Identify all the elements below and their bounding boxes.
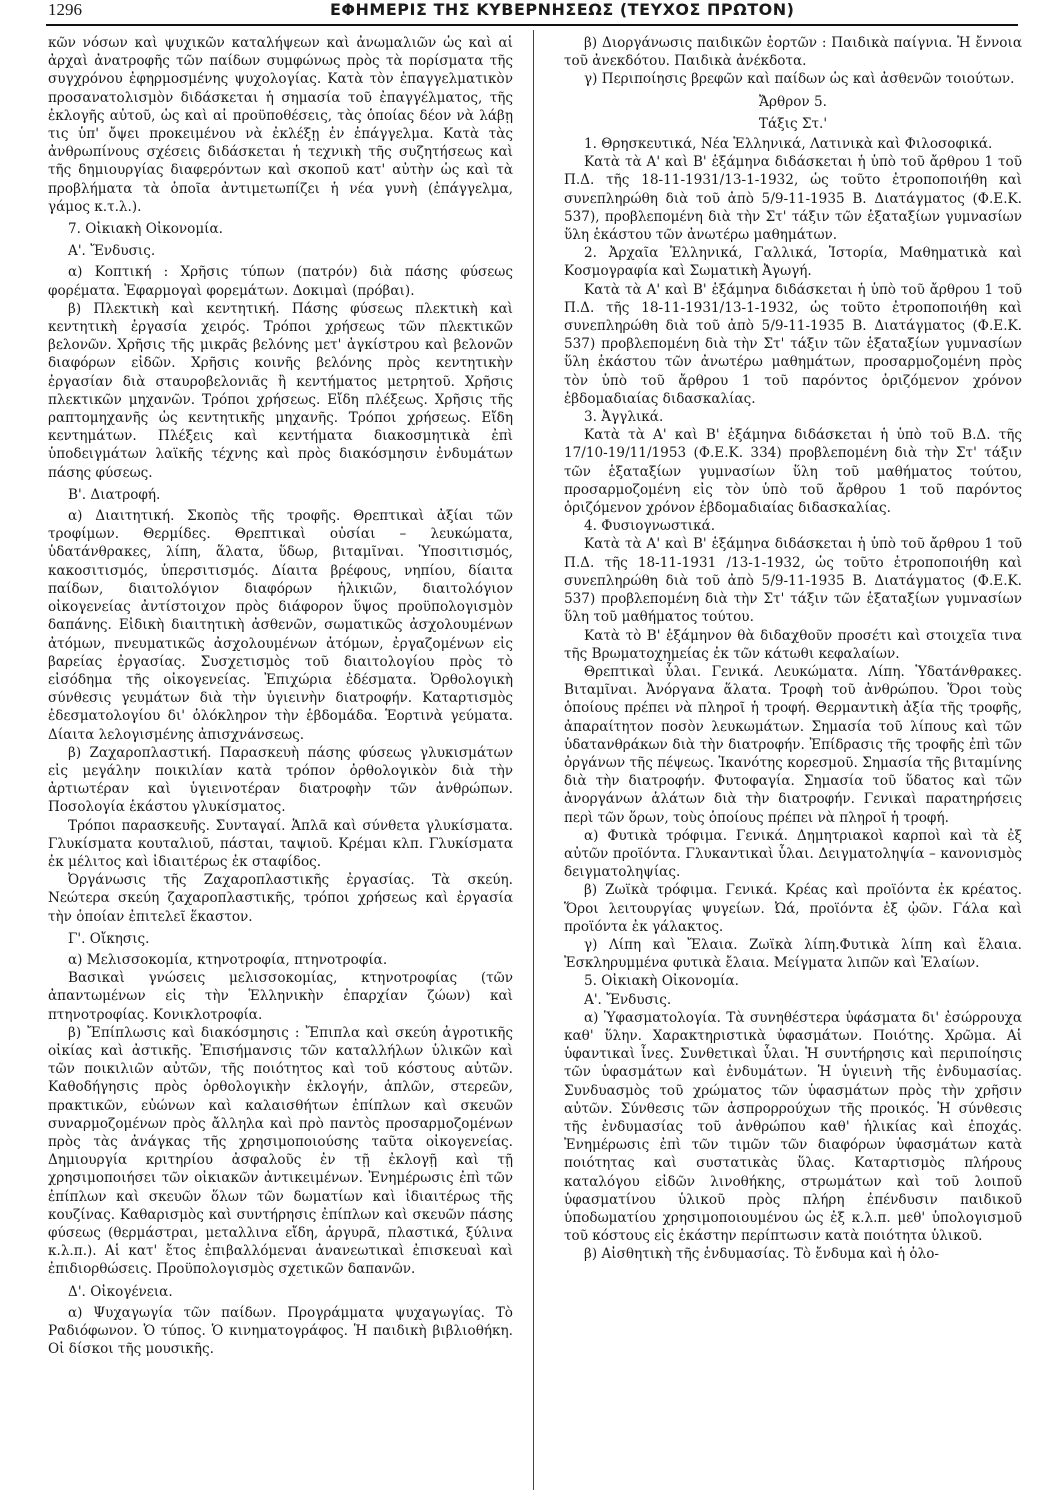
paragraph: γ) Περιποίησις βρεφῶν καὶ παίδων ὡς καὶ ἀσθενῶν τοιούτων.	[584, 71, 1015, 88]
paragraph: β) Ζωϊκὰ τρόφιμα. Γενικά. Κρέας καὶ προϊόντα ἐκ κρέατος. Ὅροι λειτουργίας ψυγείων. Ὠά, προϊόντα ἐξ ᾠῶν. Γάλα καὶ προϊόντα ἐκ γάλακτος.	[564, 882, 1022, 935]
paragraph: 1. Θρησκευτικά, Νέα Ἑλληνικά, Λατινικὰ καὶ Φιλοσοφικά.	[584, 136, 993, 153]
paragraph: 5. Οἰκιακὴ Οἰκονομία.	[584, 973, 740, 990]
section-heading: Γ'. Οἴκησις.	[68, 930, 150, 947]
paragraph: κῶν νόσων καὶ ψυχικῶν καταλήψεων καὶ ἀνωμαλιῶν ὡς καὶ αἱ ἀρχαὶ ἀνατροφῆς τῶν παίδων συμφώνως πρὸς τὰ πορίσματα τῆς συγχρόνου ἐφηρμοσμένης ψυχολογίας. Κατὰ τὸν ἐπαγγελματικὸν προσανατολισμὸν διδάσκεται ἡ σημασία τοῦ ἐπαγγέλματος, τῆς ἐκλογῆς αὐτοῦ, ὡς καὶ αἱ προϋποθέσεις, τὰς ὁποίας δέον νὰ λάβῃ τις ὑπ' ὄψει προκειμένου νὰ ἐκλέξῃ ἐν ἐπάγγελμα. Κατὰ τὰς ἀνθρωπίνους σχέσεις διδάσκεται ἡ τεχνικὴ τῆς συζητήσεως καὶ τῆς δημιουργίας διαφερόντων καὶ σκοποῦ κατ' αὐτὴν ὡς καὶ τὰ προβλήματα τὰ ὁποῖα ἀντιμετωπίζει ἡ νέα γυνὴ (ἐπάγγελμα, γάμος κ.τ.λ.).	[48, 35, 513, 215]
header-rule	[46, 24, 1018, 26]
paragraph: β) Αἰσθητικὴ τῆς ἐνδυμασίας. Τὸ ἔνδυμα καὶ ἡ ὁλο-	[584, 1246, 939, 1263]
paragraph: α) Φυτικὰ τρόφιμα. Γενικά. Δημητριακοὶ καρποὶ καὶ τὰ ἐξ αὐτῶν προϊόντα. Γλυκαντικαὶ ὗλαι. Δειγματοληψία – κανονισμὸς δειγματοληψίας.	[564, 827, 1022, 881]
paragraph: 2. Ἀρχαῖα Ἑλληνικά, Γαλλικά, Ἱστορία, Μαθηματικὰ καὶ Κοσμογραφία καὶ Σωματικὴ Ἀγωγή.	[564, 245, 1022, 280]
paragraph: 3. Ἀγγλικά.	[584, 409, 664, 426]
section-heading: 7. Οἰκιακὴ Οἰκονομία.	[68, 221, 224, 238]
paragraph: β) Διοργάνωσις παιδικῶν ἑορτῶν : Παιδικὰ παίγνια. Ἡ ἔννοια τοῦ ἀνεκδότου. Παιδικὰ ἀνέκδοτα.	[564, 35, 1022, 70]
left-column	[48, 34, 513, 1358]
section-heading: Δ'. Οἰκογένεια.	[68, 1283, 173, 1300]
paragraph: Κατὰ τὰ Α' καὶ Β' ἑξάμηνα διδάσκεται ἡ ὑπὸ τοῦ ἄρθρου 1 τοῦ Π.Δ. τῆς 18-11-1931/13-1-1932, ὡς τοῦτο ἐτροποποιήθη καὶ συνεπληρώθη διὰ τοῦ ἀπὸ 5/9-11-1935 Β. Διατάγματος (Φ.Ε.Κ. 537), προβλεπομένη διὰ τὴν Στ' τάξιν τῶν ἑξαταξίων γυμνασίων ὕλη ἑκάστου τῶν ἀνωτέρω μαθημάτων.	[564, 154, 1022, 244]
paragraph: α) Κοπτική : Χρῆσις τύπων (πατρόν) διὰ πάσης φύσεως φορέματα. Ἐφαρμογαὶ φορεμάτων. Δοκιμαὶ (πρόβαι).	[48, 264, 513, 299]
paragraph: α) Διαιτητική. Σκοπὸς τῆς τροφῆς. Θρεπτικαὶ ἀξίαι τῶν τροφίμων. Θερμίδες. Θρεπτικαὶ οὐσίαι – λευκώματα, ὑδατάνθρακες, λίπη, ἅλατα, ὕδωρ, βιταμῖναι. Ὑποσιτισμός, κακοσιτισμός, ὑπερσιτισμός. Δίαιτα βρέφους, νηπίου, δίαιτα παίδων, διαιτολόγιον διαφόρων ἡλικιῶν, διαιτολόγιον οἰκογενείας ἀντίστοιχον πρὸς διάφορον ὕψος προϋπολογισμὸν δαπάνης. Εἰδικὴ διαιτητικὴ ἀσθενῶν, σωματικῶς ἀσχολουμένων ἀτόμων, πνευματικῶς ἀσχολουμένων ἀτόμων, ἐργαζομένων εἰς βαρείας ἐργασίας. Συσχετισμὸς τοῦ διαιτολογίου πρὸς τὸ εἰσόδημα τῆς οἰκογενείας. Ἐπιχώρια ἐδέσματα. Ὀρθολογικὴ σύνθεσις γευμάτων διὰ τὴν ὑγιεινὴν διατροφήν. Καταρτισμὸς ἐδεσματολογίου δι' ὁλόκληρον τὴν ἑβδομάδα. Ἑορτινὰ γεύματα. Δίαιτα λελογισμένης ἀπισχνάνσεως.	[48, 508, 513, 743]
paragraph: β) Ἔπίπλωσις καὶ διακόσμησις : Ἔπιπλα καὶ σκεύη ἀγροτικῆς οἰκίας καὶ ἀστικῆς. Ἐπισήμανσις τῶν καταλλήλων ὑλικῶν καὶ τῶν ποικιλιῶν αὐτῶν, τῆς ποιότητος καὶ τοῦ κόστους αὐτῶν. Καθοδήγησις πρὸς ὀρθολογικὴν ἐκλογήν, ἁπλῶν, στερεῶν, πρακτικῶν, εὐώνων καὶ καλαισθήτων ἐπίπλων καὶ σκευῶν συναρμοζομένων πρὸς ἄλληλα καὶ πρὸ παντὸς προσαρμοζομένων πρὸς τὰς ἀνάγκας τῆς χρησιμοποιούσης ταῦτα οἰκογενείας. Δημιουργία κριτηρίου ἀσφαλοῦς ἐν τῇ ἐκλογῇ καὶ τῇ χρησιμοποιήσει τῶν οἰκιακῶν ἀντικειμένων. Ἐνημέρωσις ἐπὶ τῶν ἐπίπλων καὶ σκευῶν ὅλων τῶν δωματίων καὶ ἰδιαιτέρως τῆς κουζίνας. Καθαρισμὸς καὶ συντήρησις ἐπίπλων καὶ σκευῶν πάσης φύσεως (θερμάστραι, μεταλλινα εἴδη, ἀργυρᾶ, πλαστικά, ξύλινα κ.λ.π.). Αἱ κατ' ἔτος ἐπιβαλλόμεναι ἀνανεωτικαὶ ἐπισκευαὶ καὶ ἐπιδιορθώσεις. Προϋπολογισμὸς σχετικῶν δαπανῶν.	[48, 1024, 513, 1278]
paragraph: β) Ζαχαροπλαστική. Παρασκευὴ πάσης φύσεως γλυκισμάτων εἰς μεγάλην ποικιλίαν κατὰ τρόπον ὀρθολογικὸν διὰ τὴν ἀρτιωτέραν καὶ ὑγιεινοτέραν διατροφὴν τῶν ἀνθρώπων. Ποσολογία ἑκάστου γλυκίσματος.	[48, 744, 513, 816]
paragraph: Θρεπτικαὶ ὗλαι. Γενικά. Λευκώματα. Λίπη. Ὑδατάνθρακες. Βιταμῖναι. Ἀνόργανα ἅλατα. Τροφὴ τοῦ ἀνθρώπου. Ὅροι τοὺς ὁποίους πρέπει νὰ πληροῖ ἡ τροφή. Θερμαντικὴ ἀξία τῆς τροφῆς, ἀπαραίτητον ποσὸν λευκωμάτων. Σημασία τοῦ λίπους καὶ τῶν ὑδατανθράκων διὰ τὴν διατροφήν. Ἐπίδρασις τῆς τροφῆς ἐπὶ τῶν ὀργάνων τῆς πέψεως. Ἱκανότης κορεσμοῦ. Σημασία τῆς βιταμίνης διὰ τὴν διατροφήν. Φυτοφαγία. Σημασία τοῦ ὕδατος καὶ τῶν ἀνοργάνων ἁλάτων διὰ τὴν διατροφήν. Γενικαὶ παρατηρήσεις περὶ τῶν ὅρων, τοὺς ὁποίους πρέπει νὰ πληροῖ ἡ τροφή.	[564, 663, 1022, 826]
paragraph: Κατὰ τὰ Α' καὶ Β' ἑξάμηνα διδάσκεται ἡ ὑπὸ τοῦ ἄρθρου 1 τοῦ Π.Δ. τῆς 18-11-1931/13-1-1932, ὡς τοῦτο ἐτροποποιήθη καὶ συνεπληρώθη διὰ τοῦ ἀπὸ 5/9-11-1935 Β. Διατάγματος (Φ.Ε.Κ. 537) προβλεπομένη διὰ τὴν Στ' τάξιν τῶν ἑξαταξίων γυμνασίων ὕλη ἑκάστου τῶν ἀνωτέρω μαθημάτων, προσαρμοζομένη πρὸς τὸν ὑπὸ τοῦ ἄρθρου 1 τοῦ παρόντος ὁριζόμενον χρόνον ἑβδομαδιαίας διδασκαλίας.	[564, 281, 1022, 407]
page-header	[0, 0, 1061, 22]
paragraph: Βασικαὶ γνώσεις μελισσοκομίας, κτηνοτροφίας (τῶν ἀπαντωμένων εἰς τὴν Ἑλληνικὴν ἐπαρχίαν ζώων) καὶ πτηνοτροφίας. Κονικλοτροφία.	[48, 970, 513, 1023]
paragraph: α) Μελισσοκομία, κτηνοτροφία, πτηνοτροφία.	[68, 951, 388, 968]
paragraph: Κατὰ τὰ Α' καὶ Β' ἑξάμηνα διδάσκεται ἡ ὑπὸ τοῦ ἄρθρου 1 τοῦ Π.Δ. τῆς 18-11-1931 /13-1-1932, ὡς τοῦτο ἐτροποποιήθη καὶ συνεπληρώθη διὰ τοῦ ἀπὸ 5/9-11-1935 Β. Διατάγματος (Φ.Ε.Κ. 537) προβλεπομένη διὰ τὴν Στ' τάξιν τῶν ἑξαταξίων γυμνασίων ὕλη τοῦ μαθήματος τούτου.	[564, 536, 1022, 626]
paragraph: Τρόποι παρασκευῆς. Συνταγαί. Ἁπλᾶ καὶ σύνθετα γλυκίσματα. Γλυκίσματα κουταλιοῦ, πάσται, ταψιοῦ. Κρέμαι κλπ. Γλυκίσματα ἐκ μέλιτος καὶ ἰδιαιτέρως ἐκ σταφίδος.	[48, 817, 513, 870]
paragraph: Κατὰ τὰ Α' καὶ Β' ἑξάμηνα διδάσκεται ἡ ὑπὸ τοῦ Β.Δ. τῆς 17/10-19/11/1953 (Φ.Ε.Κ. 334) προβλεπομένη διὰ τὴν Στ' τάξιν τῶν ἑξαταξίων γυμνασίων ὕλη τοῦ μαθήματος τούτου, προσαρμοζομένη εἰς τὸν ὑπὸ τοῦ ἄρθρου 1 τοῦ παρόντος ὁριζόμενον χρόνον ἑβδομαδιαίας διδασκαλίας.	[564, 427, 1022, 517]
section-heading: Α'. Ἔνδυσις.	[68, 243, 156, 260]
section-heading: Β'. Διατροφή.	[68, 486, 161, 503]
column-divider	[533, 30, 534, 1490]
paragraph: α) Ὑφασματολογία. Τὰ συνηθέστερα ὑφάσματα δι' ἐσώρρουχα καθ' ὕλην. Χαρακτηριστικὰ ὑφασμάτων. Ποιότης. Χρῶμα. Αἱ ὑφαντικαὶ ἶνες. Συνθετικαὶ ὗλαι. Ἡ συντήρησις καὶ περιποίησις τῶν ὑφασμάτων καὶ ἐνδυμάτων. Ἡ ὑγιεινὴ τῆς ἐνδυμασίας. Συνδυασμὸς τοῦ χρώματος τῶν ὑφασμάτων πρὸς τὴν χρῆσιν αὐτῶν. Σύνθεσις τῶν ἀσπρορρούχων τῆς προικός. Ἡ σύνθεσις τῆς ἐνδυμασίας τοῦ ἀνθρώπου καθ' ἡλικίας καὶ ἐποχάς. Ἐνημέρωσις ἐπὶ τῶν τιμῶν τῶν διαφόρων ὑφασμάτων κατὰ ποιότητας καὶ συστατικὰς ὕλας. Καταρτισμὸς πλήρους καταλόγου εἰδῶν λινοθήκης, στρωμάτων καὶ τοῦ λοιποῦ ὑφασματίνου ὑλικοῦ πρὸς πλήρη ἐπένδυσιν παιδικοῦ ὑποδωματίου χρησιμοποιουμένου ὡς ἐξ κ.λ.π. μεθ' ὑπολογισμοῦ τοῦ κόστους εἰς ἑκάστην περίπτωσιν κατὰ ποιότητα ὑλικοῦ.	[564, 1009, 1022, 1245]
section-heading: Τάξις Στ.'	[758, 115, 828, 132]
right-column	[564, 34, 1022, 1264]
paragraph: 4. Φυσιογνωστικά.	[584, 518, 716, 535]
paragraph: Ὀργάνωσις τῆς Ζαχαροπλαστικῆς ἐργασίας. Τὰ σκεύη. Νεώτερα σκεύη ζαχαροπλαστικῆς, τρόποι χρήσεως καὶ ἐργασία τὴν ὁποίαν ἐπιτελεῖ ἕκαστον.	[48, 872, 513, 925]
paragraph: β) Πλεκτικὴ καὶ κεντητική. Πάσης φύσεως πλεκτικὴ καὶ κεντητικὴ ἐργασία χειρός. Τρόποι χρήσεως τῶν πλεκτικῶν βελονῶν. Χρῆσις τῆς μικρᾶς βελόνης μετ' ἀγκίστρου καὶ βελονῶν διαφόρων εἰδῶν. Χρῆσις κοινῆς βελόνης πρὸς κεντητικὴν ἐργασίαν διὰ σταυροβελονιᾶς ἢ κεντήματος μετρητοῦ. Χρῆσις πλεκτικῶν μηχανῶν. Τρόποι χρήσεως. Εἴδη πλέξεως. Χρῆσις τῆς ραπτομηχανῆς ὡς κεντητικῆς μηχανῆς. Τρόποι χρήσεως. Εἴδη κεντημάτων. Πλέξεις καὶ κεντήματα διακοσμητικὰ ἐπὶ ὑποδειγμάτων λαϊκῆς τέχνης καὶ πρὸς διακόσμησιν ἐνδυμάτων πάσης φύσεως.	[48, 300, 513, 481]
paragraph: γ) Λίπη καὶ Ἔλαια. Ζωϊκὰ λίπη.Φυτικὰ λίπη καὶ ἔλαια. Ἐσκληρυμμένα φυτικὰ ἔλαια. Μείγματα λιπῶν καὶ Ἐλαίων.	[564, 936, 1022, 972]
page-number: 1296	[48, 0, 82, 19]
running-title: ΕΦΗΜΕΡΙΣ ΤΗΣ ΚΥΒΕΡΝΗΣΕΩΣ (ΤΕΥΧΟΣ ΠΡΩΤΟΝ)	[330, 0, 795, 19]
section-heading: Ἄρθρον 5.	[759, 93, 827, 110]
paragraph: Α'. Ἔνδυσις.	[584, 991, 672, 1008]
paragraph: Κατὰ τὸ Β' ἑξάμηνον θὰ διδαχθοῦν προσέτι καὶ στοιχεῖα τινα τῆς Βρωματοχημείας ἐκ τῶν κάτωθι κεφαλαίων.	[564, 627, 1022, 662]
paragraph: α) Ψυχαγωγία τῶν παίδων. Προγράμματα ψυχαγωγίας. Τὸ Ραδιόφωνον. Ὁ τύπος. Ὁ κινηματογράφος. Ἡ παιδικὴ βιβλιοθήκη. Οἱ δίσκοι τῆς μουσικῆς.	[48, 1304, 513, 1358]
